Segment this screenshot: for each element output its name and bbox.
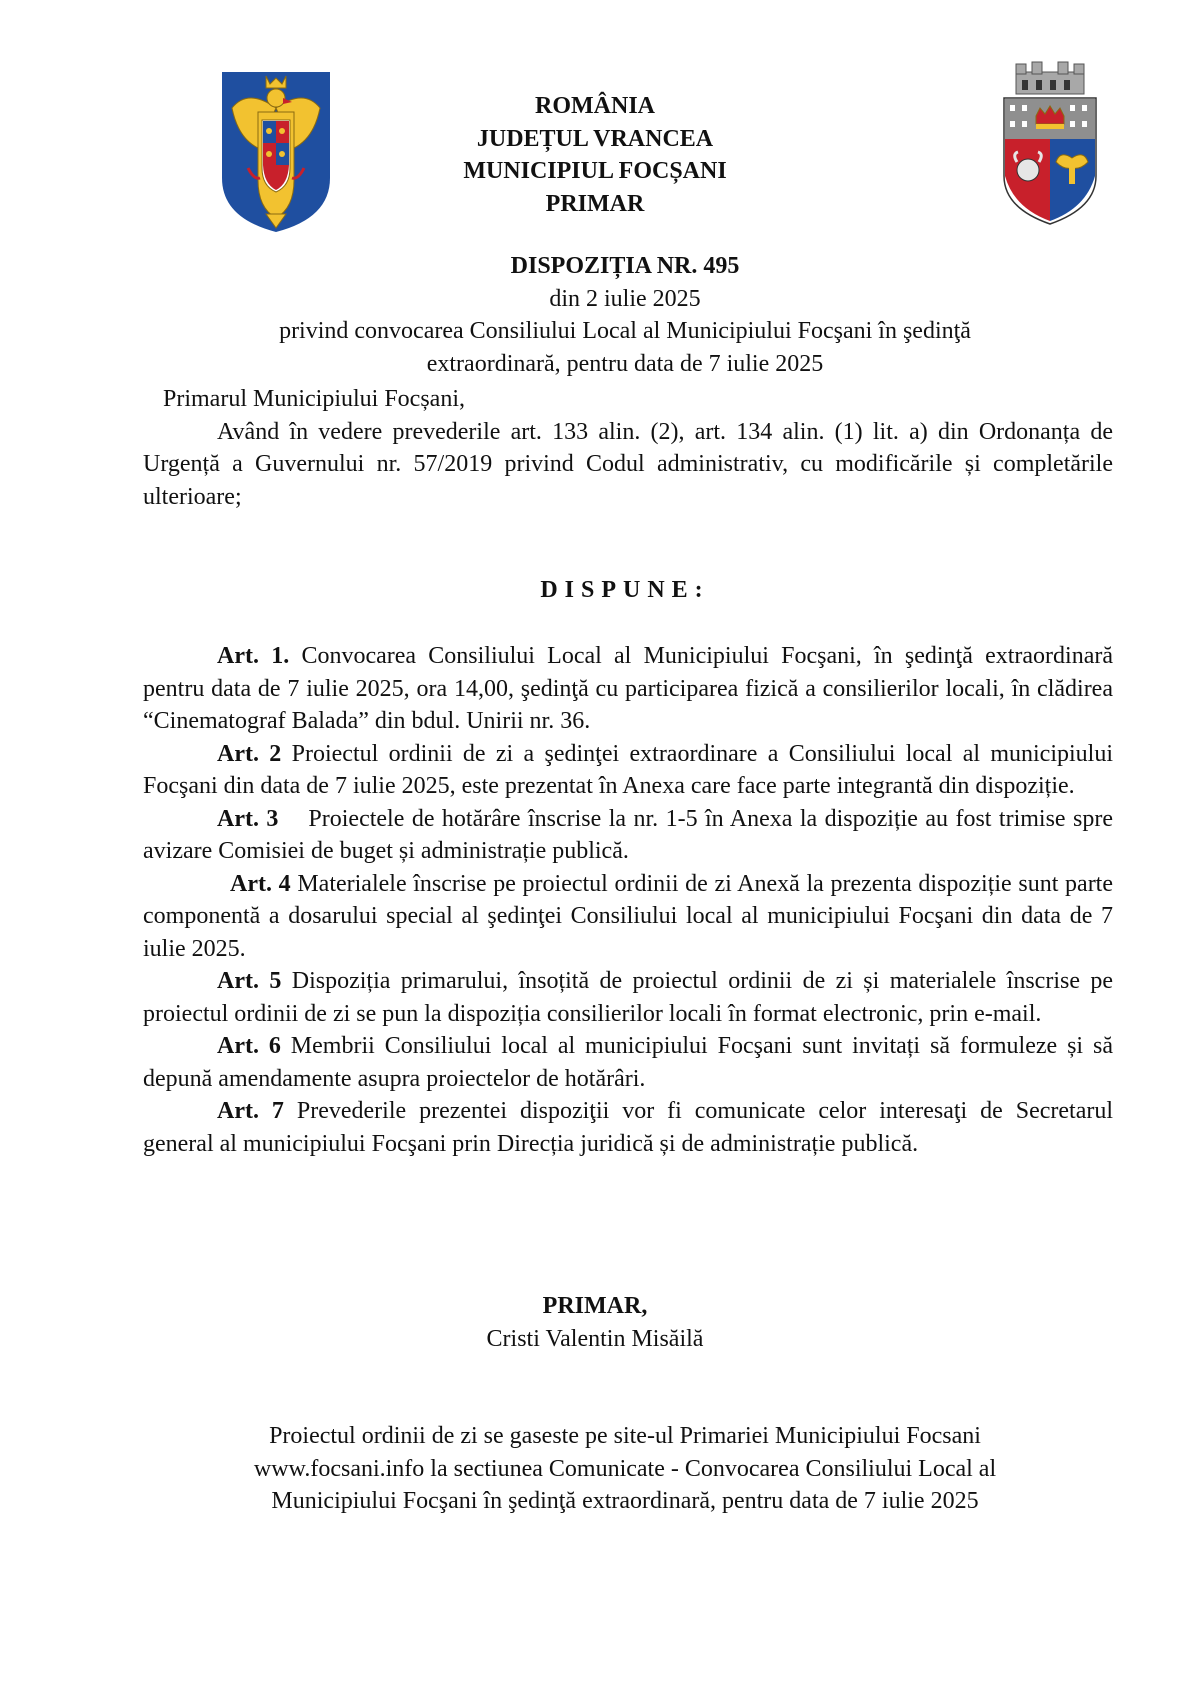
- document-header: [300, 90, 890, 220]
- footer-line-3: Municipiului Focşani în şedinţă extraordinară, pentru data de 7 iulie 2025: [271, 1488, 979, 1514]
- article-label: Art. 7: [217, 1098, 284, 1124]
- disposition-subject-line-1: privind convocarea Consiliului Local al Municipiului Focşani în şedinţă: [279, 318, 971, 344]
- header-county: JUDEȚUL VRANCEA: [476, 125, 714, 152]
- article-3: [143, 803, 1113, 868]
- footer-line-1: Proiectul ordinii de zi se gaseste pe site-ul Primariei Municipiului Focsani: [269, 1423, 981, 1449]
- article-label: Art. 2: [217, 740, 282, 767]
- article-text: Membrii Consiliului local al municipiului Focşani sunt invitați să formuleze și să depună amendamente asupra proiectelor de hotărâri.: [143, 1033, 1113, 1092]
- disposition-date: din 2 iulie 2025: [549, 285, 701, 312]
- article-text: Proiectele de hotărâre înscrise la nr. 1-5 în Anexa la dispoziție au fost trimise spre avizare Comisiei de buget și administrație publică.: [143, 805, 1113, 864]
- signature-block: [300, 1290, 890, 1355]
- preamble: [143, 383, 1113, 513]
- article-text: Convocarea Consiliului Local al Municipiului Focşani, în şedinţă extraordinară pentru data de 7 iulie 2025, ora 14,00, şedinţă cu participarea fizică a consilierilor locali, în clădirea “Cinematograf Balada” din bdul. Unirii nr. 36.: [143, 643, 1114, 734]
- article-2: [143, 738, 1113, 803]
- disposition-subject-line-2: extraordinară, pentru data de 7 iulie 2025: [426, 350, 824, 377]
- preamble-legal-basis: Având în vedere prevederile art. 133 alin. (2), art. 134 alin. (1) lit. a) din Ordonanța de Urgență a Guvernului nr. 57/2019 privind Codul administrativ, cu modificările și completările ulterioare;: [143, 418, 1113, 510]
- article-7: [143, 1095, 1113, 1160]
- focsani-coat-of-arms-icon: [1000, 58, 1100, 226]
- article-label: Art. 3: [217, 805, 279, 832]
- article-1: [143, 640, 1113, 738]
- article-text: Proiectul ordinii de zi a şedinţei extraordinare a Consiliului local al municipiului Focşani din data de 7 iulie 2025, este prezentat în Anexa care face parte integrantă din dispoziție.: [143, 740, 1113, 799]
- article-label: Art. 1.: [217, 643, 290, 669]
- article-label: Art. 6: [217, 1033, 281, 1059]
- footer-line-2: www.focsani.info la sectiunea Comunicate - Convocarea Consiliului Local al: [253, 1455, 997, 1482]
- signature-role: PRIMAR,: [542, 1293, 648, 1319]
- disposition-number: DISPOZIȚIA NR. 495: [510, 253, 740, 279]
- article-6: [143, 1030, 1113, 1095]
- preamble-issuer: Primarul Municipiului Focșani,: [163, 386, 465, 412]
- article-text: Materialele înscrise pe proiectul ordinii de zi Anexă la prezenta dispoziție sunt parte componentă a dosarului special al şedinţei Consiliului local al municipiului Focşani din data de 7 iulie 2025.: [143, 870, 1114, 962]
- dispune-heading: DISPUNE:: [540, 577, 710, 603]
- signature-name: Cristi Valentin Misăilă: [486, 1325, 704, 1352]
- article-5: [143, 965, 1113, 1030]
- article-label: Art. 5: [217, 968, 282, 994]
- article-4: [143, 868, 1113, 966]
- articles-list: [143, 640, 1113, 1160]
- article-text: Prevederile prezentei dispoziţii vor fi comunicate celor interesaţi de Secretarul general al municipiului Focşani prin Direcția juridică și de administrație publică.: [143, 1098, 1114, 1157]
- article-label: Art. 4: [230, 870, 291, 897]
- header-office: PRIMAR: [545, 190, 645, 217]
- article-text: Dispoziția primarului, însoțită de proiectul ordinii de zi și materialele înscrise pe proiectul ordinii de zi se pun la dispoziția consilierilor locali în format electronic, prin e-mail.: [143, 968, 1114, 1027]
- footer-note: [140, 1420, 1110, 1518]
- document-title: [140, 250, 1110, 380]
- header-country: ROMÂNIA: [535, 93, 655, 119]
- header-municipality: MUNICIPIUL FOCȘANI: [463, 158, 727, 184]
